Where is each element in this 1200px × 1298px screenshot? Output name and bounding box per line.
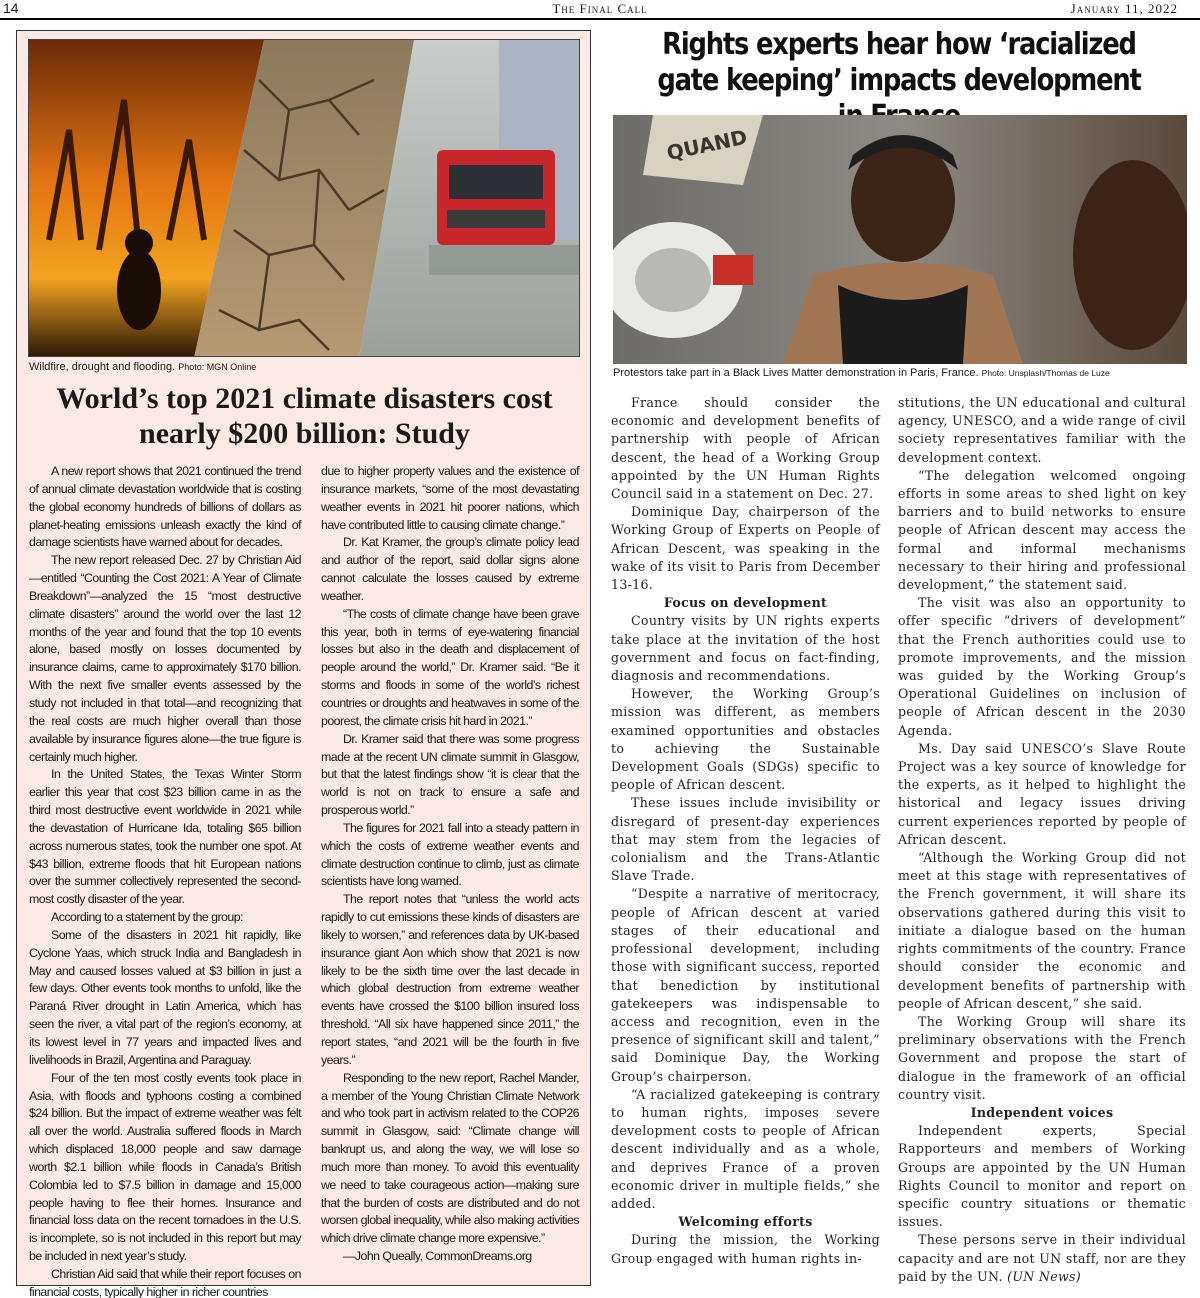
paragraph: “The costs of climate change have been grave this year, both in terms of eye-watering financial losses but also in the death and displacement of people around the world,” Dr. Kramer said. “Be it storms and floods in some of the world’s richest countries or droughts and heatwaves in some of the poorest, the climate crisis hit hard in 2021.” bbox=[321, 606, 579, 728]
paragraph: However, the Working Group’s mission was different, as members examined opportunities and obstacles to achieving the Sustainable Development Goals (SDGs) specific to people of African descent. bbox=[611, 686, 880, 793]
rights-column-1 bbox=[611, 394, 880, 1268]
paragraph: France should consider the economic and development benefits of partnership with people of African descent, the head of a Working Group appointed by the UN Human Rights Council said in a statement on Dec. 27. bbox=[611, 395, 880, 502]
paragraph: Responding to the new report, Rachel Mander, a member of the Young Christian Climate Network and who took part in activism related to the COP26 summit in Glasgow, said: “Climate change will bankrupt us, and along the way, we will lose so much more than money. To avoid this eventuality we need to take courageous action—making sure that the burden of costs are distributed and do not worsen global inequality, while also making activities which drive climate change more expensive.” bbox=[321, 1070, 579, 1246]
megaphone-band bbox=[713, 255, 753, 285]
subhead-focus: Focus on development bbox=[663, 595, 828, 611]
paragraph: The figures for 2021 fall into a steady pattern in which the costs of extreme weather events and climate destruction continue to climb, just as climate scientists have long warned. bbox=[321, 820, 579, 889]
caption-text: Wildfire, drought and flooding. bbox=[29, 361, 176, 373]
paragraph: These issues include invisibility or disregard of present-day experiences that may stem from the legacies of colonialism and the Trans-Atlantic Slave Trade. bbox=[611, 795, 880, 884]
climate-headline: World’s top 2021 climate disasters cost nearly $200 billion: Study bbox=[56, 382, 553, 450]
paragraph: According to a statement by the group: bbox=[51, 910, 243, 925]
caption-text: Protestors take part in a Black Lives Matter demonstration in Paris, France. bbox=[613, 367, 979, 379]
placard-text: QUAND bbox=[664, 124, 750, 166]
paragraph: The Working Group will share its preliminary observations with the French Government and propose the start of dialogue in the framework of an official country visit. bbox=[898, 1013, 1186, 1102]
paragraph: Ms. Day said UNESCO’s Slave Route Project was a key source of knowledge for the experts, as it helped to highlight the historical and legacy issues driving current experiences reported by people of African descent. bbox=[898, 740, 1186, 847]
paragraph: Dominique Day, chairperson of the Working Group of Experts on People of African Descent, was speaking in the wake of its visit to Paris from December 13-16. bbox=[611, 504, 880, 593]
paragraph: The visit was also an opportunity to offer specific “drivers of development” that the French authorities could use to promote improvements, and the mission was guided by the Working Group’s Operational Guidelines on inclusion of people of African descent in the 2030 Agenda. bbox=[898, 595, 1186, 738]
climate-article-box bbox=[16, 30, 591, 1298]
firefighter-head bbox=[125, 229, 153, 257]
paragraph: Independent experts, Special Rapporteurs and members of Working Groups are appointed by the UN Human Rights Council to monitor and report on specific country situations or thematic issues. bbox=[898, 1123, 1186, 1230]
firefighter-silhouette bbox=[117, 250, 161, 330]
paragraph: The report notes that “unless the world acts rapidly to cut emissions these kinds of disasters are likely to worsen,” and references data by UK-based insurance giant Aon which show that 2021 is now likely to be the sixth time over the last decade in which global destruction from extreme weather events have crossed the $100 billion insured loss threshold. “All six have happened since 2011,” the report states, “and 2021 will be the fourth in five years.” bbox=[321, 892, 579, 1067]
paragraph: “Although the Working Group did not meet at this stage with representatives of the French government, it will share its observations gathered during this visit to initiate a dialogue based on the human rights commitments of the country. France should consider the economic and development benefits of partnership with people of African descent,” she said. bbox=[898, 850, 1186, 1011]
page-number: 14 bbox=[3, 0, 19, 16]
issue-date: January 11, 2022 bbox=[1070, 1, 1178, 16]
paragraph: “Despite a narrative of meritocracy, people of African descent at varied stages of their educational and professional development, including those with significant success, reported that benediction by institutional gatekeepers was indispensable to access and recognition, even in the presence of significant skill and talent,” said Dominique Day, the Working Group’s chairperson. bbox=[611, 886, 880, 1084]
climate-column-1 bbox=[29, 463, 301, 1298]
protest-photo-caption bbox=[613, 367, 1110, 379]
paragraph: During the mission, the Working Group engaged with human rights in- bbox=[611, 1232, 880, 1266]
masthead bbox=[0, 0, 1200, 20]
closing-paragraph bbox=[898, 1231, 1186, 1286]
paragraph: “The delegation welcomed ongoing efforts in some areas to shed light on key barriers and to build networks to ensure people of African descent may access the formal and informal mechanisms necessary to their hiring and professional development,” the statement said. bbox=[898, 467, 1186, 593]
paragraph: The new report released Dec. 27 by Christian Aid—entitled “Counting the Cost 2021: A Year of Climate Breakdown”—analyzed the 15 “most destructive climate disasters” around the world over the last 12 months of the year and found that the top 10 events alone, based mostly on losses documented by insurance claims, came to approximately $170 billion. With the next five smaller events assessed by the study not included in that total—and recognizing that the real costs are much higher overall than those available by insurance figures alone—the true figure is certainly much higher. bbox=[29, 553, 301, 764]
article-source: (UN News) bbox=[1007, 1268, 1082, 1284]
paragraph: stitutions, the UN educational and cultural agency, UNESCO, and a wide range of civil society representatives familiar with the development context. bbox=[898, 395, 1186, 465]
climate-photo-caption bbox=[29, 361, 256, 373]
paragraph: Four of the ten most costly events took place in Asia, with floods and typhoons costing a combined $24 billion. But the impact of extreme weather was felt all over the world. Australia suffered floods in March which displaced 18,000 people and saw damage worth $2.1 billion while floods in Canada’s British Colombia led to $7.5 billion in damage and 15,000 people having to flee their homes. Insurance and financial loss data on the recent tornadoes in the U.S. is incomplete, so is not included in this report but may be included in next year’s study. bbox=[29, 1070, 301, 1264]
paragraph: Christian Aid said that while their report focuses on financial costs, typically higher in richer countries bbox=[29, 1266, 301, 1298]
paper-name: The Final Call bbox=[552, 1, 648, 16]
paragraph: A new report shows that 2021 continued the trend of annual climate devastation worldwide that is costing the global economy hundreds of billions of dollars as planet-heating emissions unleash exactly the kind of damage scientists have warned about for decades. bbox=[29, 464, 301, 550]
paragraph: Dr. Kat Kramer, the group’s climate policy lead and author of the report, said dollar signs alone cannot calculate the losses caused by extreme weather. bbox=[321, 535, 579, 603]
rights-column-2 bbox=[898, 394, 1186, 1286]
climate-photo bbox=[28, 39, 580, 357]
paragraph: Some of the disasters in 2021 hit rapidly, like Cyclone Yaas, which struck India and Bangladesh in May and caused losses valued at $3 billion in just a few days. Other events took months to unfold, like the Paraná River drought in Latin America, which has seen the river, a vital part of the region’s economy, at its lowest level in 77 years and impacted lives and livelihoods in Brazil, Argentina and Paraguay. bbox=[29, 927, 301, 1067]
climate-photo-graphic bbox=[29, 40, 580, 357]
paragraph: In the United States, the Texas Winter Storm earlier this year that cost $23 billion came in as the third most destructive event worldwide in 2021 while the devastation of Hurricane Ida, totaling $65 billion across numerous states, took the number one spot. At $43 billion, extreme floods that hit European nations over the summer collectively represented the second-most costly disaster of the year. bbox=[29, 767, 301, 907]
megaphone-inner bbox=[635, 248, 711, 312]
protest-photo-graphic bbox=[613, 115, 1187, 364]
paragraph: Country visits by UN rights experts take place at the invitation of the host government and focus on fact-finding, diagnosis and recommendations. bbox=[611, 613, 880, 684]
truck-windshield bbox=[449, 165, 543, 199]
paragraph: “A racialized gatekeeping is contrary to human rights, imposes severe development costs to people of African descent individually and as a whole, and deprives France of a proven economic driver in multiple fields,” she added. bbox=[611, 1086, 880, 1211]
flood-water bbox=[429, 245, 580, 275]
subhead-independent: Independent voices bbox=[970, 1104, 1114, 1120]
paragraph: due to higher property values and the existence of insurance markets, “some of the most devastating weather events in 2021 hit poorer nations, which have contributed little to causing climate change.” bbox=[321, 464, 579, 532]
protest-photo bbox=[613, 115, 1187, 364]
paragraph: Dr. Kramer said that there was some progress made at the recent UN climate summit in Glasgow, but that the latest findings show “it is clear that the world is not on track to ensure a safe and prosperous world.” bbox=[321, 731, 579, 818]
photo-credit: Photo: Unsplash/Thomas de Luze bbox=[981, 368, 1110, 378]
truck-grille bbox=[447, 210, 545, 228]
byline: —John Queally, CommonDreams.org bbox=[343, 1249, 532, 1264]
climate-column-2 bbox=[321, 463, 579, 1266]
subhead-welcoming: Welcoming efforts bbox=[678, 1214, 813, 1230]
photo-credit: Photo: MGN Online bbox=[178, 362, 257, 372]
closing-text: These persons serve in their individual capacity and are not UN staff, nor are they paid by the UN. bbox=[898, 1232, 1186, 1284]
rights-headline: Rights experts hear how ‘racialized gate keeping’ impacts development bbox=[657, 27, 1141, 98]
